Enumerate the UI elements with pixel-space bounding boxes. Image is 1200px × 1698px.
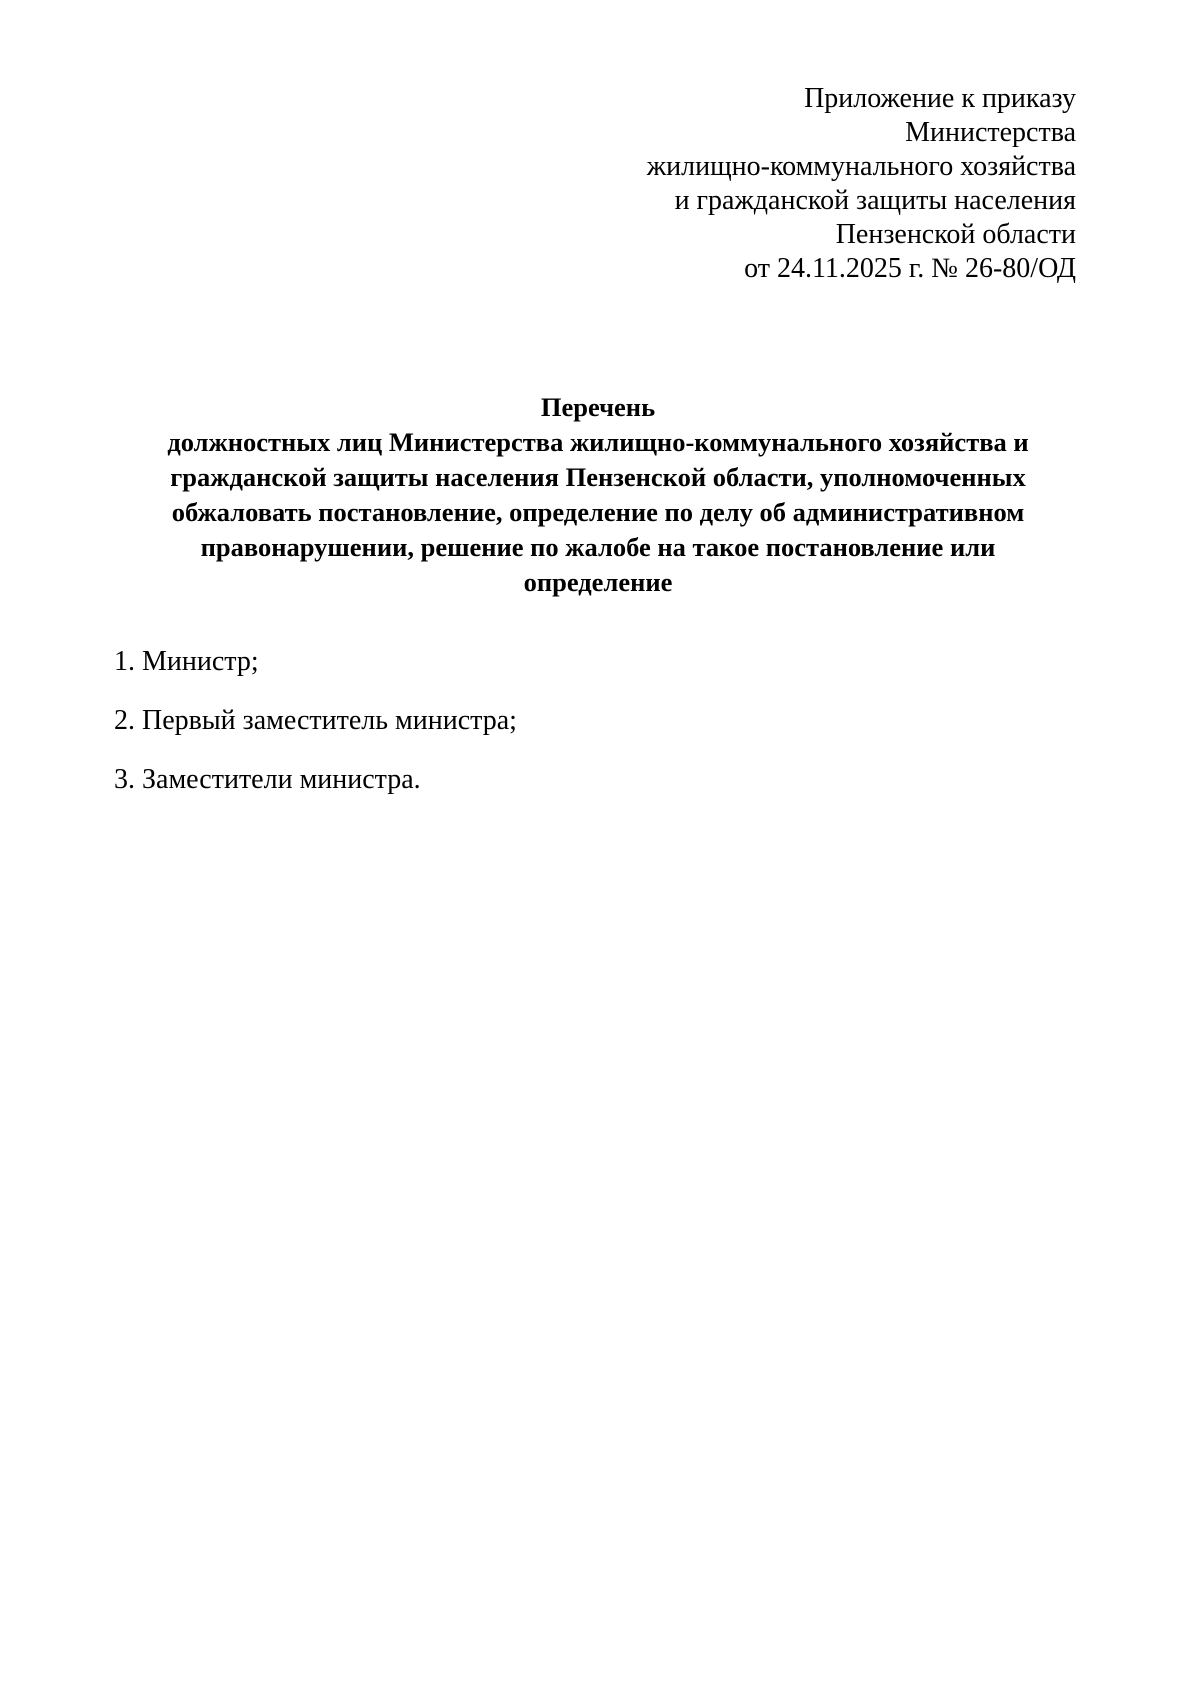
appendix-line: и гражданской защиты населения	[674, 185, 1076, 216]
list-item: 1. Министр;	[114, 646, 259, 677]
appendix-line: Министерства	[905, 117, 1076, 148]
officials-list	[114, 645, 517, 822]
title-line: определение	[523, 567, 673, 597]
appendix-line: Приложение к приказу	[804, 83, 1076, 114]
title-line: гражданской защиты населения Пензенской области, уполномоченных	[170, 462, 1026, 492]
title-line: должностных лиц Министерства жилищно-коммунального хозяйства и	[167, 427, 1029, 457]
list-item: 2. Первый заместитель министра;	[114, 705, 517, 736]
title-line: обжаловать постановление, определение по делу об административном	[171, 497, 1025, 527]
list-item: 3. Заместители министра.	[114, 764, 421, 795]
appendix-line: Пензенской области	[835, 219, 1076, 250]
appendix-line: жилищно-коммунального хозяйства	[646, 151, 1076, 182]
document-title	[118, 390, 1078, 600]
appendix-reference	[436, 82, 1076, 286]
appendix-order-number: от 24.11.2025 г. № 26-80/ОД	[744, 253, 1076, 284]
title-heading: Перечень	[540, 392, 656, 422]
title-line: правонарушении, решение по жалобе на такое постановление или	[200, 532, 996, 562]
